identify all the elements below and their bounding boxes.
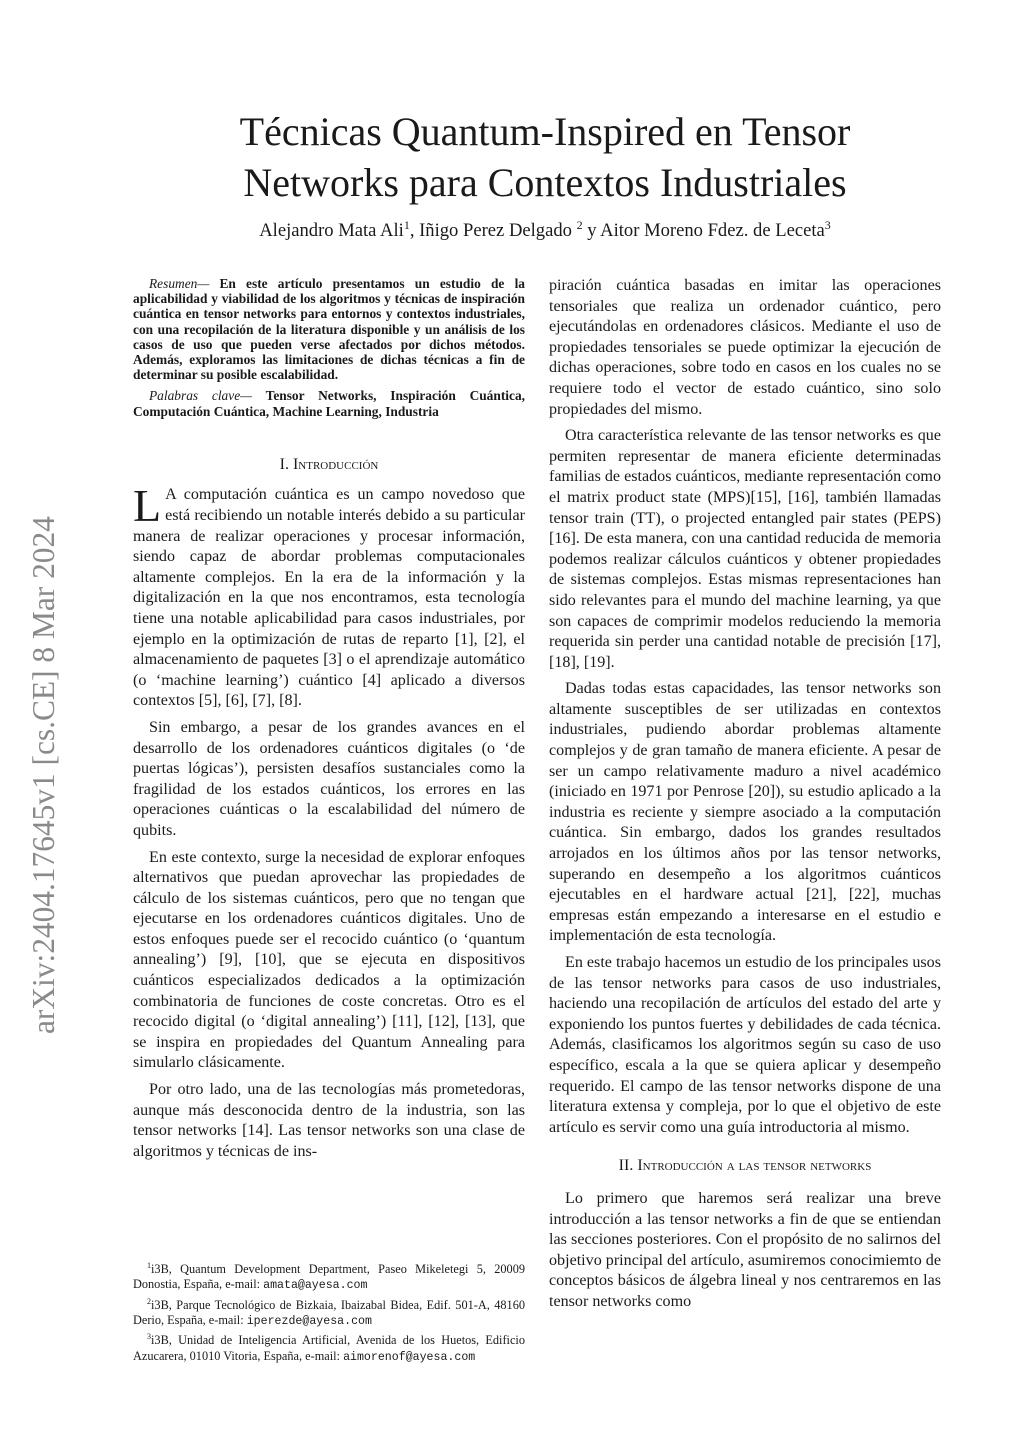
author-list (120, 218, 970, 242)
right-paragraph-1: piración cuántica basadas en imitar las operaciones tensoriales que realiza un ordenador cuántico, pero ejecutándolas en ordenadores clásicos. Mediante el uso de propiedades tensoriales se puede optimizar la ejecución de dichas operaciones, sobre todo en casos en los cuales no se requiere todo el vector de estado cuántico, sino solo propiedades del mismo. (549, 277, 941, 418)
right-paragraph-3: Dadas todas estas capacidades, las tensor networks son altamente susceptibles de ser utilizadas en contextos industriales, pudiendo abordar problemas altamente complejos y de gran tamaño de manera eficiente. A pesar de ser un campo relativamente maduro a nivel académico (iniciado en 1971 por Penrose [20]), su estudio aplicado a la industria es reciente y siempre asociado a la computación cuántica. Sin embargo, dados los grandes resultados arrojados en los últimos años por las tensor networks, superando en desempeño a los algoritmos cuánticos ejecutables en el hardware actual [21], [22], muchas empresas están empezando a interesarse en el estudio e implementación de esta tecnología. (549, 680, 941, 945)
abstract-text: En este artículo presentamos un estudio de la aplicabilidad y viabilidad de los algoritmos y técnicas de inspiración cuántica en tensor networks para entornos y contextos industriales, con una recopilación de la literatura disponible y un análisis de los casos de uso que pueden verse afectados por dichos métodos. Además, exploramos las limitaciones de dichas técnicas a fin de determinar su posible escalabilidad. (133, 276, 525, 383)
footnote-3-text: i3B, Unidad de Inteligencia Artificial, Avenida de los Huetos, Edificio Azucarera, 01010 Vitoria, España, e-mail: (133, 1333, 525, 1363)
footnote-1-email: amata@ayesa.com (263, 1279, 368, 1293)
footnote-3-email: aimorenof@ayesa.com (343, 1350, 476, 1364)
footnote-2-email: iperezde@ayesa.com (246, 1315, 372, 1329)
abstract (133, 276, 525, 382)
author-3: Aitor Moreno Fdez. de Leceta (600, 220, 825, 242)
left-column (133, 276, 525, 1162)
title-line-1: Técnicas Quantum-Inspired en Tensor (239, 109, 851, 154)
footnotes (133, 1258, 525, 1365)
title-line-2: Networks para Contextos Industriales (243, 160, 847, 205)
footnote-2-marker: 2 (147, 1296, 151, 1306)
right-column (549, 276, 941, 1313)
right-paragraph-4: En este trabajo hacemos un estudio de los principales usos de las tensor networks para casos de uso industriales, haciendo una recopilación de artículos del estado del arte y exponiendo los puntos fuertes y debilidades de cada técnica. Además, clasificamos los algoritmos según su caso de uso específico, escala a la que se quiera aplicar y desempeño requerido. El campo de las tensor networks dispone de una literatura extensa y compleja, por lo que el objetivo de este artículo es servir como una guía introductoria al mismo. (549, 954, 941, 1136)
footnote-2-text: i3B, Parque Tecnológico de Bizkaia, Ibaizabal Bidea, Edif. 501-A, 48160 Derio, España, e-mail: (133, 1297, 525, 1328)
intro-paragraph-1-text: A computación cuántica es un campo novedoso que está recibiendo un notable interés debido a su particular manera de realizar operaciones y procesar información, siendo capaz de abordar problemas computacionales altamente complejos. En la era de la información y la digitalización en la que nos encontramos, esta tecnología tiene una notable aplicabilidad para casos industriales, por ejemplo en la optimización de rutas de reparto [1], [2], el almacenamiento de paquetes [3] o el aprendizaje automático (o ‘machine learning’) cuántico [4] aplicado a diversos contextos [5], [6], [7], [8]. (133, 486, 525, 710)
abstract-lead: Resumen— (149, 276, 210, 291)
footnote-2 (133, 1294, 525, 1330)
author-separator-2: y (582, 220, 601, 242)
author-3-affiliation: 3 (824, 218, 831, 232)
keywords (133, 388, 525, 418)
intro-paragraph-4: Por otro lado, una de las tecnologías más prometedoras, aunque más desconocida dentro de la industria, son las tensor networks [14]. Las tensor networks son una clase de algoritmos y técnicas de ins- (133, 1081, 525, 1160)
author-2-affiliation: 2 (576, 218, 583, 232)
intro-paragraph-3: En este contexto, surge la necesidad de explorar enfoques alternativos que puedan aprovechar las propiedades de cálculo de los sistemas cuánticos, pero que no tengan que ejecutarse en los ordenadores cuánticos digitales. Uno de estos enfoques puede ser el recocido cuántico (o ‘quantum annealing’) [9], [10], que se ejecuta en dispositivos cuánticos especializados dedicados a la optimización combinatoria de funciones de coste concretas. Otro es el recocido digital (o ‘digital annealing’) [11], [12], [13], que se inspira en propiedades del Quantum Annealing para simularlo clásicamente. (133, 848, 525, 1072)
author-separator-1: , (409, 220, 420, 242)
keywords-text: Tensor Networks, Inspiración Cuántica, Computación Cuántica, Machine Learning, Industria (133, 388, 525, 419)
section-1-heading: I. Introducción (279, 455, 379, 473)
intro-paragraph-1 (133, 480, 525, 712)
footnote-1-marker: 1 (147, 1261, 151, 1270)
footnote-1-text: i3B, Quantum Development Department, Paseo Mikeletegi 5, 20009 Donostia, España, e-mail: (133, 1262, 525, 1292)
right-paragraph-2: Otra característica relevante de las tensor networks es que permiten representar de manera eficiente determinadas familias de estados cuánticos, mediante representación como el matrix product state (MPS)[15], [16], también llamadas tensor train (TT), o projected entangled pair states (PEPS) [16]. De esta manera, con una cantidad reducida de memoria podemos realizar cálculos cuánticos y obtener propiedades de sistemas complejos. Estas mismas representaciones han sido relevantes para el mundo del machine learning, ya que son capaces de comprimir modelos reduciendo la memoria requerida sin perder una cantidad notable de precisión [17], [18], [19]. (549, 427, 941, 671)
intro-paragraph-2: Sin embargo, a pesar de los grandes avances en el desarrollo de los ordenadores cuánticos digitales (o ‘de puertas lógicas’), persisten desafíos sustanciales como la fragilidad de los estados cuánticos, los errores en las operaciones cuánticas o la escalabilidad del número de qubits. (133, 718, 525, 839)
drop-cap: L (133, 480, 162, 532)
author-1-affiliation: 1 (403, 218, 410, 232)
author-2: Iñigo Perez Delgado (419, 220, 577, 242)
section-2-heading: II. Introducción a las tensor networks (618, 1157, 872, 1175)
author-1: Alejandro Mata Ali (259, 220, 404, 242)
paper-title (120, 106, 970, 208)
footnote-3 (133, 1329, 525, 1365)
footnote-3-marker: 3 (147, 1332, 151, 1342)
right-paragraph-5: Lo primero que haremos será realizar una breve introducción a las tensor networks a fin de que se entiendan las secciones posteriores. Con el propósito de no salirnos del objetivo principal del artículo, asumiremos conocimiemto de conceptos básicos de álgebra lineal y nos centraremos en las tensor networks como (549, 1189, 941, 1310)
footnote-1 (133, 1258, 525, 1294)
arxiv-identifier: arXiv:2404.17645v1 [cs.CE] 8 Mar 2024 (26, 516, 61, 1034)
keywords-lead: Palabras clave— (149, 388, 253, 404)
